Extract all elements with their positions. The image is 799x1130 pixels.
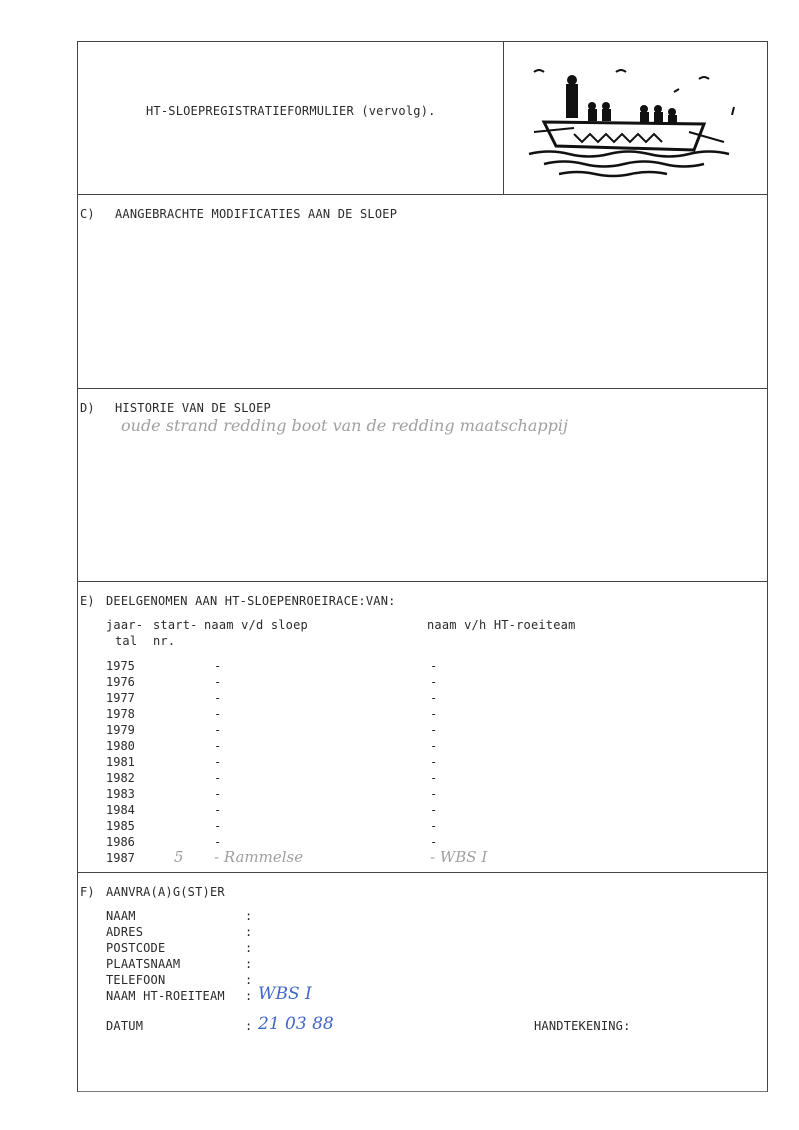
date-label: DATUM: [106, 1019, 144, 1033]
year-cell: 1980: [106, 739, 135, 753]
year-cell: 1976: [106, 675, 135, 689]
divider-header: [78, 194, 767, 195]
boat-cell: -: [214, 723, 222, 737]
year-cell: 1982: [106, 771, 135, 785]
section-d-label: D): [80, 401, 95, 415]
boat-cell: -: [214, 771, 222, 785]
boat-cell: -: [214, 739, 222, 753]
section-c-title: AANGEBRACHTE MODIFICATIES AAN DE SLOEP: [115, 207, 398, 221]
year-cell: 1986: [106, 835, 135, 849]
divider-section-e: [78, 872, 767, 873]
year-cell: 1987: [106, 851, 135, 865]
rowing-boat-illustration: [514, 62, 754, 182]
section-e-title: DEELGENOMEN AAN HT-SLOEPENROEIRACE:VAN:: [106, 594, 396, 608]
boat-cell: -: [214, 675, 222, 689]
section-e-label: E): [80, 594, 95, 608]
section-f-title: AANVRA(A)G(ST)ER: [106, 885, 225, 899]
boat-cell: -: [214, 803, 222, 817]
field-label-plaatsnaam: PLAATSNAAM: [106, 957, 181, 971]
team-cell: -: [430, 707, 438, 721]
team-cell: -: [430, 771, 438, 785]
team-cell: -: [430, 723, 438, 737]
team-cell: -: [430, 739, 438, 753]
team-cell: -: [430, 787, 438, 801]
team-cell: -: [430, 819, 438, 833]
year-cell: 1978: [106, 707, 135, 721]
field-label-adres: ADRES: [106, 925, 144, 939]
team-cell: -: [430, 835, 438, 849]
col-header-boat: naam v/d sloep: [204, 618, 308, 632]
boat-cell: -: [214, 691, 222, 705]
team-cell: -: [430, 675, 438, 689]
col-header-team: naam v/h HT-roeiteam: [427, 618, 576, 632]
section-f-label: F): [80, 885, 95, 899]
team-cell: -: [430, 803, 438, 817]
header-divider: [503, 42, 504, 194]
boat-cell: -: [214, 707, 222, 721]
field-colon: :: [245, 957, 253, 971]
field-label-naam: NAAM: [106, 909, 136, 923]
team-cell: - WBS I: [430, 848, 488, 866]
year-cell: 1975: [106, 659, 135, 673]
col-header-year-1: jaar-: [106, 618, 144, 632]
field-colon: :: [245, 925, 253, 939]
start-number-cell: 5: [174, 848, 184, 866]
divider-section-d: [78, 581, 767, 582]
year-cell: 1985: [106, 819, 135, 833]
field-colon: :: [245, 1019, 253, 1033]
team-name-handwritten: WBS I: [258, 984, 312, 1004]
field-label-postcode: POSTCODE: [106, 941, 166, 955]
col-header-start-2: nr.: [153, 634, 176, 648]
team-cell: -: [430, 659, 438, 673]
registration-form: [77, 41, 768, 1092]
year-cell: 1981: [106, 755, 135, 769]
field-colon: :: [245, 973, 253, 987]
field-colon: :: [245, 989, 253, 1003]
section-d-title: HISTORIE VAN DE SLOEP: [115, 401, 271, 415]
boat-cell: -: [214, 787, 222, 801]
team-cell: -: [430, 755, 438, 769]
year-cell: 1983: [106, 787, 135, 801]
boat-cell: -: [214, 755, 222, 769]
boat-cell: -: [214, 819, 222, 833]
team-cell: -: [430, 691, 438, 705]
col-header-year-2: tal: [115, 634, 138, 648]
section-c-label: C): [80, 207, 95, 221]
divider-section-c: [78, 388, 767, 389]
year-cell: 1979: [106, 723, 135, 737]
boat-cell: - Rammelse: [214, 848, 304, 866]
field-colon: :: [245, 941, 253, 955]
history-handwritten-note: oude strand redding boot van de redding maatschappij: [121, 416, 568, 435]
field-colon: :: [245, 909, 253, 923]
boat-cell: -: [214, 835, 222, 849]
boat-cell: -: [214, 659, 222, 673]
form-title: HT-SLOEPREGISTRATIEFORMULIER (vervolg).: [146, 104, 436, 118]
field-label-team: NAAM HT-ROEITEAM: [106, 989, 225, 1003]
date-handwritten: 21 03 88: [258, 1014, 334, 1034]
signature-label: HANDTEKENING:: [534, 1019, 631, 1033]
year-cell: 1977: [106, 691, 135, 705]
col-header-start-1: start-: [153, 618, 198, 632]
field-label-telefoon: TELEFOON: [106, 973, 166, 987]
year-cell: 1984: [106, 803, 135, 817]
